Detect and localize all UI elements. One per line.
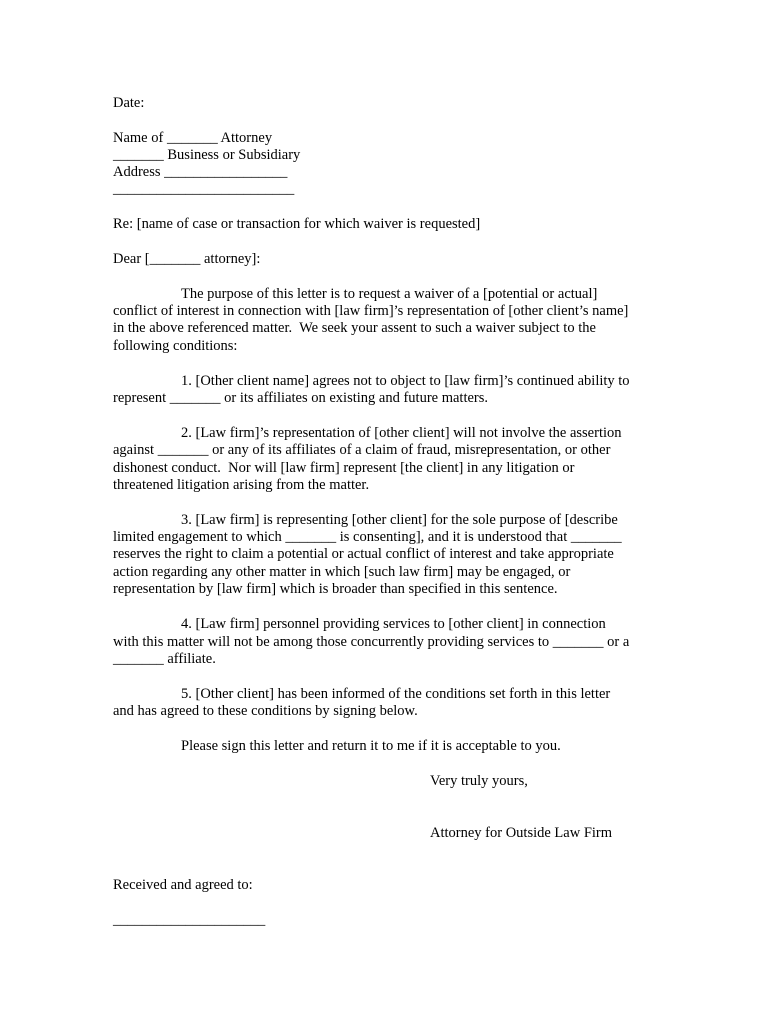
paragraph-line: represent _______ or its affiliates on existing and future matters.: [113, 390, 489, 406]
paragraph-line: The purpose of this letter is to request a waiver of a [potential or actual]: [181, 286, 598, 302]
paragraph-line: 1. [Other client name] agrees not to object to [law firm]’s continued ability to: [181, 373, 630, 389]
date-label: Date:: [113, 95, 145, 111]
recipient-business-line: _______ Business or Subsidiary: [113, 147, 301, 163]
received-agreed-label: Received and agreed to:: [113, 877, 253, 893]
paragraph-line: conflict of interest in connection with [law firm]’s representation of [other client’s name]: [113, 303, 629, 319]
signer-title: Attorney for Outside Law Firm: [430, 825, 613, 841]
recipient-address-line: Address _________________: [113, 164, 288, 180]
re-line: Re: [name of case or transaction for which waiver is requested]: [113, 216, 481, 232]
paragraph-line: 3. [Law firm] is representing [other client] for the sole purpose of [describe: [181, 512, 618, 528]
please-sign-sentence: Please sign this letter and return it to me if it is acceptable to you.: [181, 738, 561, 754]
paragraph-line: following conditions:: [113, 338, 238, 354]
paragraph-line: reserves the right to claim a potential or actual conflict of interest and take appropriate: [113, 546, 614, 562]
paragraph-line: 4. [Law firm] personnel providing services to [other client] in connection: [181, 616, 606, 632]
paragraph-line: and has agreed to these conditions by signing below.: [113, 703, 418, 719]
recipient-name-line: Name of _______ Attorney: [113, 130, 273, 146]
paragraph-line: with this matter will not be among those concurrently providing services to _______ or a: [113, 634, 630, 650]
paragraph-line: against _______ or any of its affiliates of a claim of fraud, misrepresentation, or other: [113, 442, 611, 458]
signature-line: _____________________: [113, 912, 266, 928]
salutation: Dear [_______ attorney]:: [113, 251, 261, 267]
paragraph-line: representation by [law firm] which is broader than specified in this sentence.: [113, 581, 558, 597]
paragraph-line: _______ affiliate.: [113, 651, 216, 667]
paragraph-line: threatened litigation arising from the matter.: [113, 477, 370, 493]
valediction: Very truly yours,: [430, 773, 528, 789]
recipient-address-blank: _________________________: [113, 181, 295, 197]
paragraph-line: limited engagement to which _______ is consenting], and it is understood that _______: [113, 529, 622, 545]
paragraph-line: in the above referenced matter. We seek your assent to such a waiver subject to the: [113, 320, 596, 336]
paragraph-line: 2. [Law firm]’s representation of [other client] will not involve the assertion: [181, 425, 622, 441]
paragraph-line: action regarding any other matter in which [such law firm] may be engaged, or: [113, 564, 571, 580]
paragraph-line: dishonest conduct. Nor will [law firm] represent [the client] in any litigation or: [113, 460, 575, 476]
paragraph-line: 5. [Other client] has been informed of the conditions set forth in this letter: [181, 686, 611, 702]
